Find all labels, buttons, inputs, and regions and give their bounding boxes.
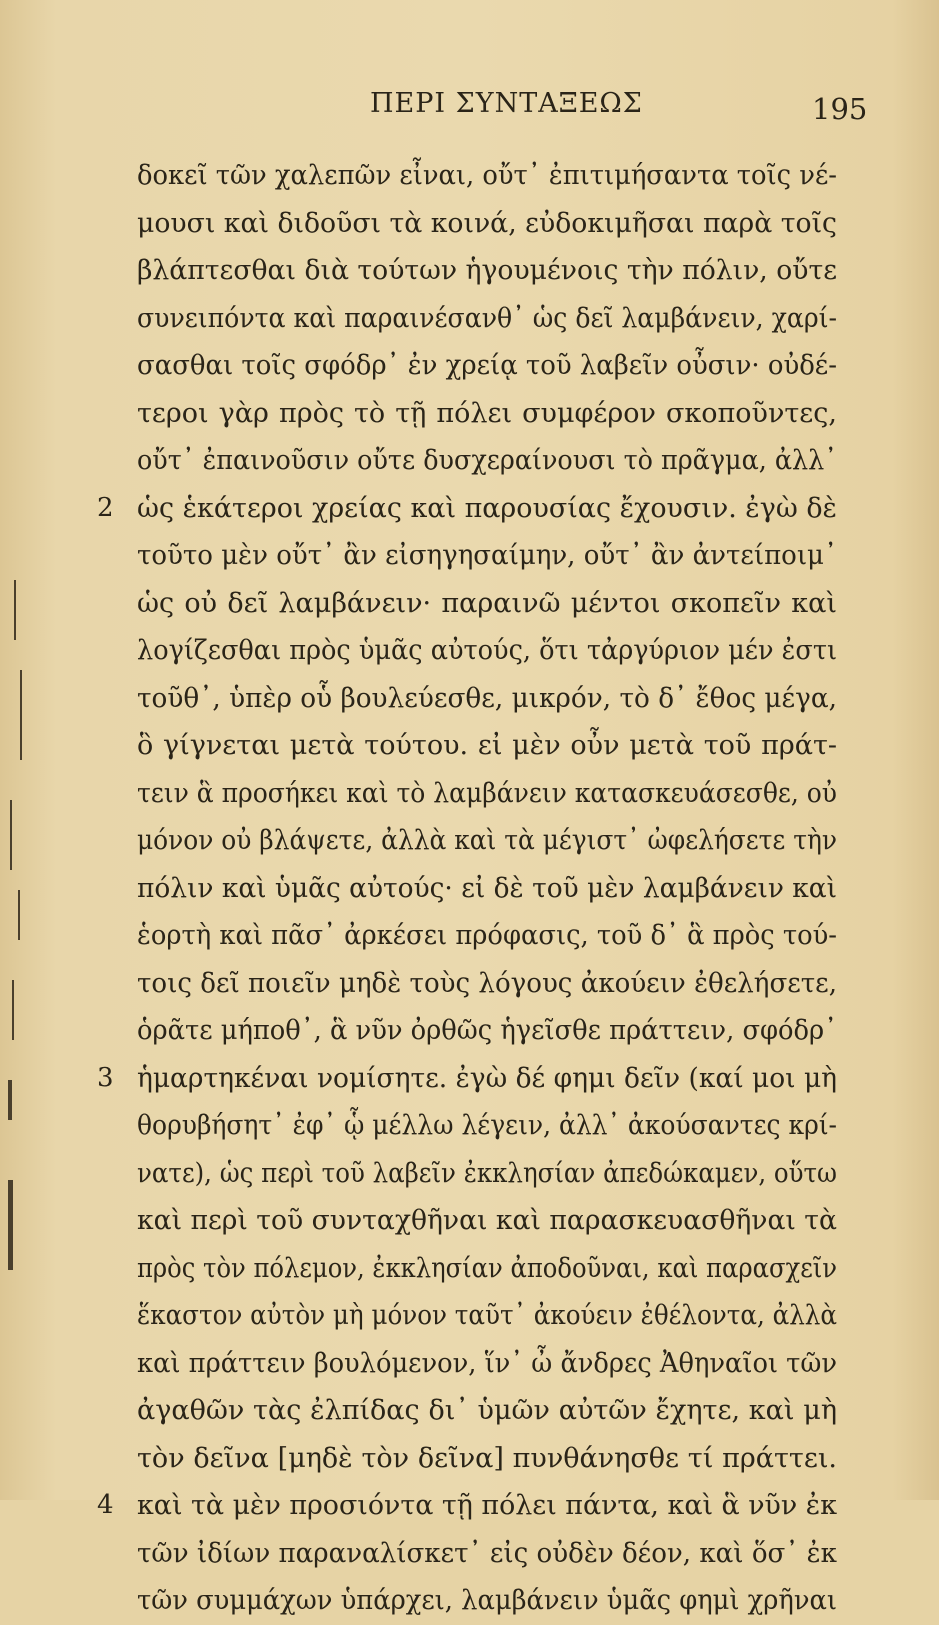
line-text: ἡμαρτηκέναι νομίσητε. ἐγὼ δέ φημι δεῖν (καί μοι μὴ: [137, 1062, 837, 1094]
text-line: [137, 200, 837, 248]
line-text: τοῦτο μὲν οὔτ᾽ ἂν εἰσηγησαίμην, οὔτ᾽ ἂν ἀντείποιμ᾽: [137, 540, 837, 571]
section-number: 3: [97, 1062, 114, 1093]
text-line: [137, 1102, 837, 1150]
text-line: [137, 817, 837, 865]
text-line: [137, 1292, 837, 1340]
text-line: [137, 342, 837, 390]
line-text: καὶ τὰ μὲν προσιόντα τῇ πόλει πάντα, καὶ ἃ νῦν ἐκ: [137, 1490, 837, 1521]
margin-pencil-marks: [0, 560, 40, 1280]
line-text: ὁρᾶτε μήποθ᾽, ἃ νῦν ὀρθῶς ἡγεῖσθε πράττειν, σφόδρ᾽: [137, 1015, 837, 1046]
text-line: [137, 1435, 837, 1483]
text-line: [137, 722, 837, 770]
text-line: [137, 1150, 837, 1198]
text-line: [137, 960, 837, 1008]
section-number: 2: [97, 492, 114, 523]
text-line: [137, 437, 837, 485]
page-header: [0, 88, 939, 128]
line-text: καὶ περὶ τοῦ συνταχθῆναι καὶ παρασκευασθῆναι τὰ: [137, 1205, 837, 1236]
text-line: [137, 675, 837, 723]
line-text: τῶν συμμάχων ὑπάρχει, λαμβάνειν ὑμᾶς φημὶ χρῆναι: [137, 1585, 837, 1616]
line-text: ὡς οὐ δεῖ λαμβάνειν· παραινῶ μέντοι σκοπεῖν καὶ: [137, 587, 837, 619]
text-line: [137, 1387, 837, 1435]
line-text: τῶν ἰδίων παραναλίσκετ᾽ εἰς οὐδὲν δέον, καὶ ὅσ᾽ ἐκ: [137, 1537, 837, 1569]
text-line: [137, 390, 837, 438]
running-title: ΠΕΡΙ ΣΥΝΤΑΞΕΩΣ: [370, 88, 643, 119]
text-line: [97, 1055, 837, 1103]
text-line: [97, 1482, 837, 1530]
line-text: ὡς ἑκάτεροι χρείας καὶ παρουσίας ἔχουσιν. ἐγὼ δὲ: [137, 492, 837, 524]
text-line: [137, 865, 837, 913]
text-line: [137, 580, 837, 628]
line-text: συνειπόντα καὶ παραινέσανθ᾽ ὡς δεῖ λαμβάνειν, χαρί-: [137, 302, 837, 334]
text-line: [137, 247, 837, 295]
line-text: ἕκαστον αὐτὸν μὴ μόνον ταῦτ᾽ ἀκούειν ἐθέλοντα, ἀλλὰ: [137, 1300, 837, 1331]
line-text: οὔτ᾽ ἐπαινοῦσιν οὔτε δυσχεραίνουσι τὸ πρᾶγμα, ἀλλ᾽: [137, 445, 837, 476]
text-line: [137, 1530, 837, 1578]
text-line: [137, 1245, 837, 1293]
line-text: λογίζεσθαι πρὸς ὑμᾶς αὐτούς, ὅτι τἀργύριον μέν ἐστι: [137, 635, 837, 666]
text-line: [137, 770, 837, 818]
line-text: δοκεῖ τῶν χαλεπῶν εἶναι, οὔτ᾽ ἐπιτιμήσαντα τοῖς νέ-: [137, 160, 837, 191]
line-text: τεροι γὰρ πρὸς τὸ τῇ πόλει συμφέρον σκοποῦντες,: [137, 397, 837, 429]
line-text: πρὸς τὸν πόλεμον, ἐκκλησίαν ἀποδοῦναι, καὶ παρασχεῖν: [137, 1252, 837, 1284]
line-text: μόνον οὐ βλάψετε, ἀλλὰ καὶ τὰ μέγιστ᾽ ὠφελήσετε τὴν: [137, 825, 837, 856]
text-line: [137, 627, 837, 675]
section-number: 4: [97, 1490, 114, 1520]
line-text: νατε), ὡς περὶ τοῦ λαβεῖν ἐκκλησίαν ἀπεδώκαμεν, οὕτω: [137, 1157, 837, 1189]
line-text: ἑορτὴ καὶ πᾶσ᾽ ἀρκέσει πρόφασις, τοῦ δ᾽ ἃ πρὸς τού-: [137, 920, 837, 951]
line-text: σασθαι τοῖς σφόδρ᾽ ἐν χρείᾳ τοῦ λαβεῖν οὖσιν· οὐδέ-: [137, 350, 837, 381]
text-line: [137, 532, 837, 580]
line-text: τοις δεῖ ποιεῖν μηδὲ τοὺς λόγους ἀκούειν ἐθελήσετε,: [137, 967, 837, 999]
text-line: [137, 1577, 837, 1625]
line-text: θορυβήσητ᾽ ἐφ᾽ ᾧ μέλλω λέγειν, ἀλλ᾽ ἀκούσαντες κρί-: [137, 1110, 837, 1141]
text-line: [137, 1007, 837, 1055]
line-text: τοῦθ᾽, ὑπὲρ οὗ βουλεύεσθε, μικρόν, τὸ δ᾽ ἔθος μέγα,: [137, 682, 837, 714]
line-text: τὸν δεῖνα [μηδὲ τὸν δεῖνα] πυνθάνησθε τί πράττει.: [137, 1442, 837, 1474]
text-line: [137, 912, 837, 960]
page-number: 195: [812, 92, 868, 126]
text-line: [97, 485, 837, 533]
line-text: βλάπτεσθαι διὰ τούτων ἡγουμένοις τὴν πόλιν, οὔτε: [137, 255, 837, 286]
line-text: πόλιν καὶ ὑμᾶς αὐτούς· εἰ δὲ τοῦ μὲν λαμβάνειν καὶ: [137, 872, 837, 904]
text-line: [137, 1340, 837, 1388]
line-text: μουσι καὶ διδοῦσι τὰ κοινά, εὐδοκιμῆσαι παρὰ τοῖς: [137, 207, 837, 239]
line-text: καὶ πράττειν βουλόμενον, ἵν᾽ ὦ ἄνδρες Ἀθηναῖοι τῶν: [137, 1347, 837, 1379]
line-text: τειν ἃ προσήκει καὶ τὸ λαμβάνειν κατασκευάσεσθε, οὐ: [137, 777, 837, 809]
body-text: [97, 152, 837, 1625]
text-line: [137, 1197, 837, 1245]
line-text: ἀγαθῶν τὰς ἐλπίδας δι᾽ ὑμῶν αὐτῶν ἔχητε, καὶ μὴ: [137, 1395, 837, 1426]
text-line: [137, 152, 837, 200]
line-text: ὃ γίγνεται μετὰ τούτου. εἰ μὲν οὖν μετὰ τοῦ πράτ-: [137, 730, 837, 761]
text-line: [137, 295, 837, 343]
